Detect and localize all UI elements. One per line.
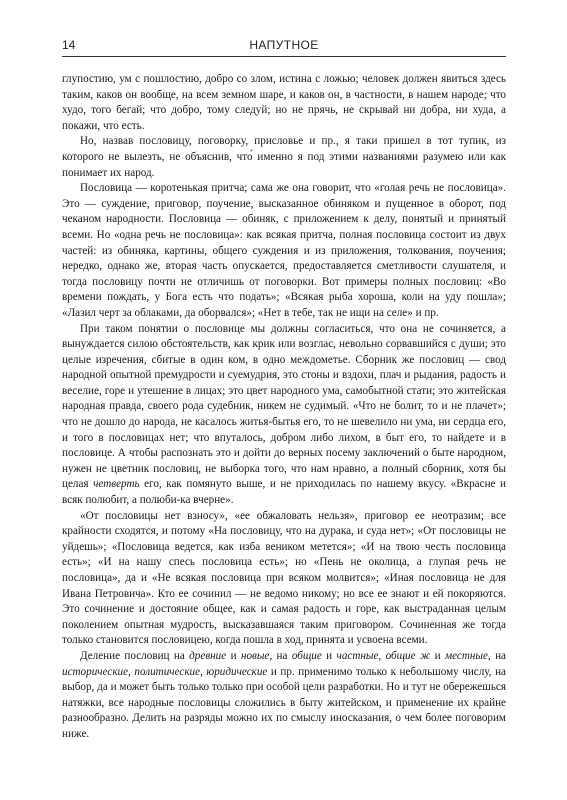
text-run: на — [272, 649, 292, 662]
text-run: и пр. применимо только к небольшому числу, на выбор, да и может быть только только при особой цели разработки. Но и тут не обережешься натяжки, все народные пословицы сложились в быту житейском, и применение их крайне разнообразно. Делить на разряды можно их по смыслу иносказания, о чем более поговорим ниже. — [62, 665, 506, 740]
text-run: на — [490, 649, 506, 662]
text-run: его, как помянуто выше, и не приходилась по нашему вкусу. «Вкрасне и всяк полюбит, а полюби-ка вчерне». — [62, 478, 506, 507]
paragraph — [62, 509, 506, 649]
text-run: и — [226, 649, 241, 662]
header-rule — [62, 56, 506, 57]
emphasis-text: четверть — [93, 478, 140, 491]
emphasis-text: общие — [291, 649, 322, 662]
emphasis-text: новые, — [240, 649, 273, 662]
text-run: Но, назвав пословицу, поговорку, присловье и пр., я таки пришел в тот тупик, из которого не вылезть, не объяснив, что́ именно я под этими названиями разумею или как понимает их народ. — [62, 135, 506, 179]
text-run: Пословица — коротенькая притча; сама же она говорит, что «голая речь не пословица». Это — суждение, приговор, поучение, высказанное обиняком и пущенное в оборот, под чеканом народности. Пословица — обиняк, с приложением к делу, понятый и принятый всеми. Но «одна речь не пословица»: как всякая притча, полная пословица состоит из двух частей: из обиняка, картины, общего суждения и из приложения, толкования, поучения; нередко, однако же, вторая часть опускается, предоставляется сметливости слушателя, и тогда пословицу почти не отличишь от поговорки. Вот примеры полных пословиц: «Во времени пождать, у Бога есть что подать»; «Всякая рыба хороша, коли на уду пошла»; «Лазил черт за облаками, да оборвался»; «Нет в тебе, так не ищи на селе» и пр. — [62, 182, 506, 319]
body-text — [62, 72, 506, 743]
page-number: 14 — [62, 38, 76, 52]
paragraph — [62, 134, 506, 181]
text-run: При таком понятии о пословице мы должны согласиться, что она не сочиняется, а вынуждается силою обстоятельств, как крик или возглас, невольно сорвавшийся с души; это целые изречения, сбитые в один ком, в одно междометье. Сборник же пословиц — свод народной опытной премудрости и суемудрия, это стоны и вздохи, плач и рыдания, радость и веселие, горе и утешение в лицах; это цвет народного ума, самобытной стати; это житейская народная правда, своего рода судебник, никем не судимый. «Что не болит, то и не плачет»; что не дошло до народа, не касалось житья-бытья его, то не шевелило ни ума, ни сердца его, и того в пословицах нет; что впуталось, добром либо лихом, в быт его, то найдете и в пословице. А чтобы распознать это и дойти до верных посему заключений о быте народном, нужен не цветник пословиц, не выборка того, что нам нравно, а полный сборник, хотя бы целая — [62, 322, 506, 491]
emphasis-text: исторические, политические, юридические — [62, 665, 268, 678]
emphasis-text: местные, — [445, 649, 491, 662]
emphasis-text: частные, общие ж — [336, 649, 431, 662]
emphasis-text: древние — [189, 649, 227, 662]
text-run: и — [321, 649, 337, 662]
paragraph — [62, 181, 506, 321]
paragraph — [62, 322, 506, 509]
running-header — [62, 36, 506, 54]
running-title: НАПУТНОЕ — [249, 38, 319, 52]
text-run: «От пословицы нет взносу», «ее обжаловать нельзя», приговор ее неотразим; все крайности сходятся, и потому «На пословицу, что на дурака, и суда нет»; «От пословицы не уйдешь»; «Пословица ведется, как изба веником метется»; «И на твою честь пословица есть»; «И на нашу спесь пословица есть»; но «Пень не околица, а глупая речь не пословица», да и «Не всякая пословица при всяком молвится»; «Иная пословица не для Ивана Петровича». Кто ее сочинил — не ведомо никому; но все ее знают и ей покоряются. Это сочинение и достояние общее, как и самая радость и горе, как выстраданная целым поколением опытная мудрость, высказавшаяся таким приговором. Сочиненная же тогда только становится пословицею, когда пошла в ход, принята и усвоена всеми. — [62, 509, 506, 647]
paragraph — [62, 72, 506, 134]
text-run: Деление пословиц на — [80, 649, 190, 662]
text-run: глупостию, ум с пошлостию, добро со злом, истина с ложью; человек должен явиться здесь таким, каков он вообще, на всем земном шаре, и каков он, в частности, в нашем народе; что худо, того бегай; что добро, тому следуй; но не прячь, не скрывай ни добра, ни худа, а покажи, что есть. — [62, 73, 506, 132]
text-run: и — [430, 649, 445, 662]
paragraph — [62, 649, 506, 743]
